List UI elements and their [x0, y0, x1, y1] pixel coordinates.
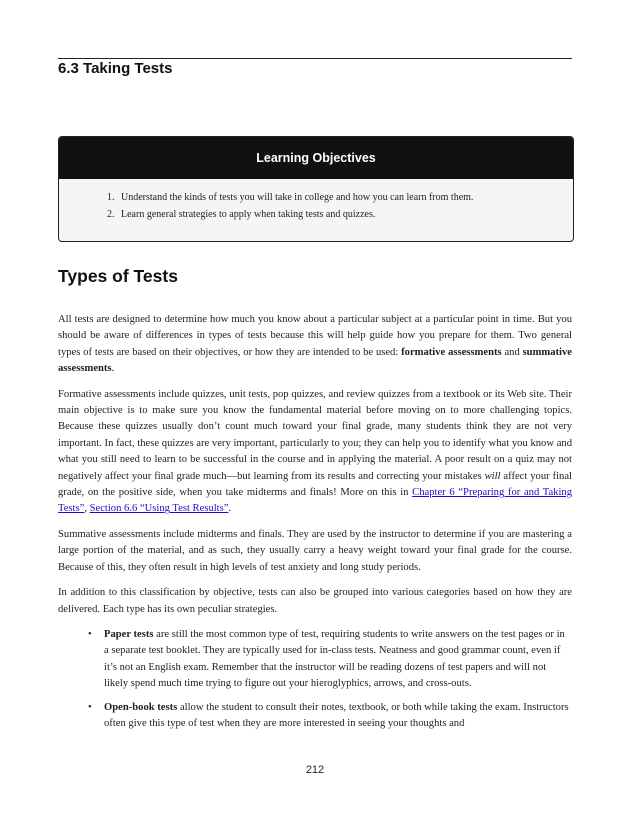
- intro-and: and: [501, 346, 523, 358]
- formative-text-2: affect your final grade, on the positive side, when you take midterms and finals! More on this in: [58, 470, 572, 499]
- body-text: [58, 312, 572, 739]
- term-summative: summative assessments: [58, 346, 572, 375]
- objective-item: 2. Learn general strategies to apply when taking tests and quizzes.: [117, 206, 573, 223]
- section-title: 6.3 Taking Tests: [58, 60, 173, 77]
- paragraph-delivery: In addition to this classification by objective, tests can also be grouped into various categories based on how they are delivered. Each type has its own peculiar strategies.: [58, 587, 572, 615]
- page-number: 212: [305, 764, 325, 776]
- learning-objectives-header: Learning Objectives: [59, 137, 573, 179]
- paragraph-summative: Summative assessments include midterms and finals. They are used by the instructor to determine if you are mastering a large portion of the material, and as such, they usually carry a heavy weight toward your final grade for the course. Because of this, they often result in high levels of test anxiety and long study periods.: [58, 528, 572, 573]
- learning-objectives-box: [58, 136, 574, 242]
- link-separator: ,: [84, 503, 90, 515]
- paragraph-formative: [58, 387, 572, 518]
- open-book-tests-text: allow the student to consult their notes, textbook, or both while taking the exam. Instructors often give this type of test when they are more interested in seeing your thoughts and: [104, 701, 569, 729]
- paper-tests-text: are still the most common type of test, requiring students to write answers on the test pages or in a separate test booklet. They are typically used for in-class tests. Neatness and good grammar count, even if it’s not an English exam. Remember that the instructor will be reading dozens of test papers and will not likely spend much time trying to figure out your hieroglyphics, arrows, and cross-outs.: [104, 628, 565, 690]
- bullet-icon: •: [88, 628, 92, 640]
- intro-text: All tests are designed to determine how much you know about a particular subject at a particular point in time. But you should be aware of differences in types of tests because this will help guide how you prepare for them. Two general types of tests are based on their objectives, or how they are intended to be used:: [58, 314, 572, 358]
- section-6-6-link[interactable]: Section 6.6 “Using Test Results”: [89, 503, 229, 515]
- top-rule: [58, 58, 572, 59]
- list-item: [88, 627, 572, 693]
- intro-end: .: [111, 363, 115, 375]
- list-item: [88, 700, 572, 733]
- test-types-list: [58, 627, 572, 732]
- term-open-book-tests: Open-book tests: [104, 701, 178, 713]
- chapter-6-link[interactable]: Chapter 6 “Preparing for and Taking Tests”: [58, 487, 573, 515]
- emphasis-will: will: [484, 470, 501, 482]
- term-paper-tests: Paper tests: [104, 628, 154, 640]
- formative-text: Formative assessments include quizzes, unit tests, pop quizzes, and review quizzes from a textbook or its Web site. Their main objective is to make sure you know the fundamental material before moving on to more challenging topics. Because these quizzes usually don’t count much toward your final grade, many students think they are not very important. In fact, these quizzes are very important, particularly to you; they can help you to identify what you know and what you still need to learn to be successful in the course and in applying the material. A poor result on a quiz may not negatively affect your final grade much—but learning from its results and correcting your mistakes: [58, 388, 572, 482]
- formative-end: .: [228, 503, 232, 515]
- objective-item: 1. Understand the kinds of tests you will take in college and how you can learn from them.: [117, 189, 573, 206]
- bullet-icon: •: [88, 701, 92, 713]
- paragraph-intro: [58, 312, 572, 378]
- types-of-tests-heading: Types of Tests: [58, 266, 178, 286]
- learning-objectives-list: [59, 189, 573, 223]
- term-formative: formative assessments: [401, 346, 502, 358]
